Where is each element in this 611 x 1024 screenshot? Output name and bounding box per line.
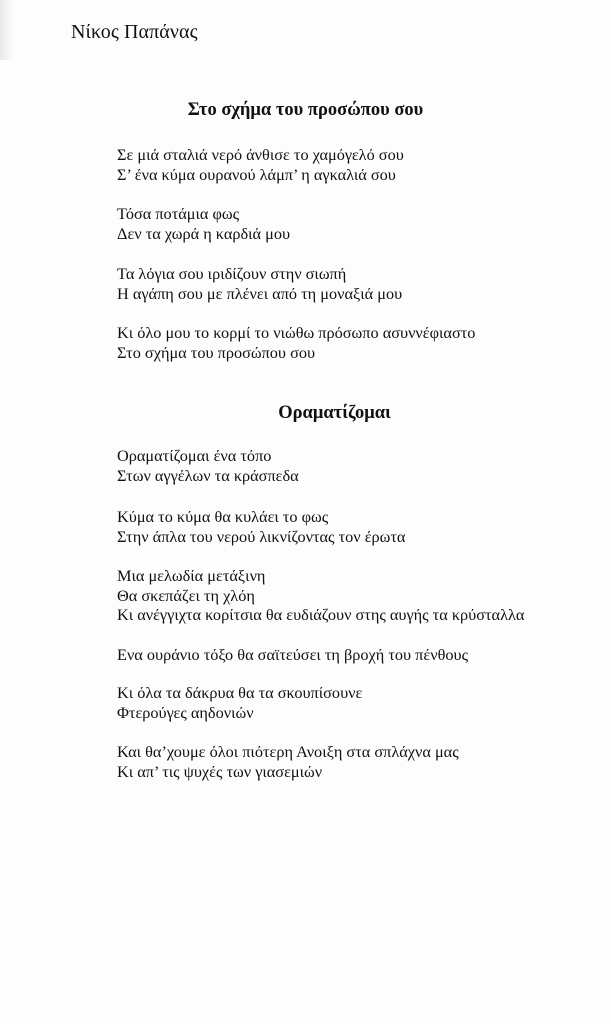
stanza [117,204,290,243]
poem-line: Κύμα το κύμα θα κυλάει το φως [117,507,329,526]
poem-line: Μια μελωδία μετάξινη [117,566,266,585]
poem-line: Κι απ’ τις ψυχές των γιασεμιών [117,761,323,781]
stanza [117,446,299,485]
poem-line: Τόσα ποτάμια φως [117,204,240,223]
poem-title: Οραματίζομαι [278,403,391,423]
poem-line: Οραματίζομαι ένα τόπο [117,446,272,465]
stanza [117,645,468,665]
poem-line: Κι όλο μου το κορμί το νιώθω πρόσωπο ασυννέφιαστο [117,323,476,342]
poem-line: Σ’ ένα κύμα ουρανού λάμπ’ η αγκαλιά σου [117,164,396,184]
poem-line: Θα σκεπάζει τη χλόη [117,585,255,605]
stanza [117,742,459,781]
poem-line: Στων αγγέλων τα κράσπεδα [117,465,299,485]
stanza [117,323,475,362]
poem-line: Τα λόγια σου ιριδίζουν στην σιωπή [117,264,347,283]
stanza [117,145,404,184]
author-name: Νίκος Παπάνας [71,21,198,43]
poem-line: Δεν τα χωρά η καρδιά μου [117,223,291,243]
poem-line: Κι ανέγγιχτα κορίτσια θα ευδιάζουν στης αυγής τα κρύσταλλα [117,605,525,624]
poem-line: Η αγάπη σου με πλένει από τη μοναξιά μου [117,283,403,303]
stanza [117,683,362,722]
poem-line: Σε μιά σταλιά νερό άνθισε το χαμόγελό σου [117,145,404,164]
poem-line: Στην άπλα του νερού λικνίζοντας τον έρωτα [117,526,406,546]
poem-title: Στο σχήμα του προσώπου σου [187,100,424,120]
poem-line: Στο σχήμα του προσώπου σου [117,342,316,362]
stanza [117,264,402,303]
stanza [117,507,405,546]
poem-line: Κι όλα τα δάκρυα θα τα σκουπίσουνε [117,683,363,702]
poem-line: Φτερούγες αηδονιών [117,702,254,722]
stanza [117,566,524,625]
poem-line: Ενα ουράνιο τόξο θα σαϊτεύσει τη βροχή του πένθους [117,645,469,664]
scan-edge-shadow [0,0,14,60]
poem-line: Και θα’χουμε όλοι πιότερη Ανοιξη στα σπλάχνα μας [117,742,459,761]
